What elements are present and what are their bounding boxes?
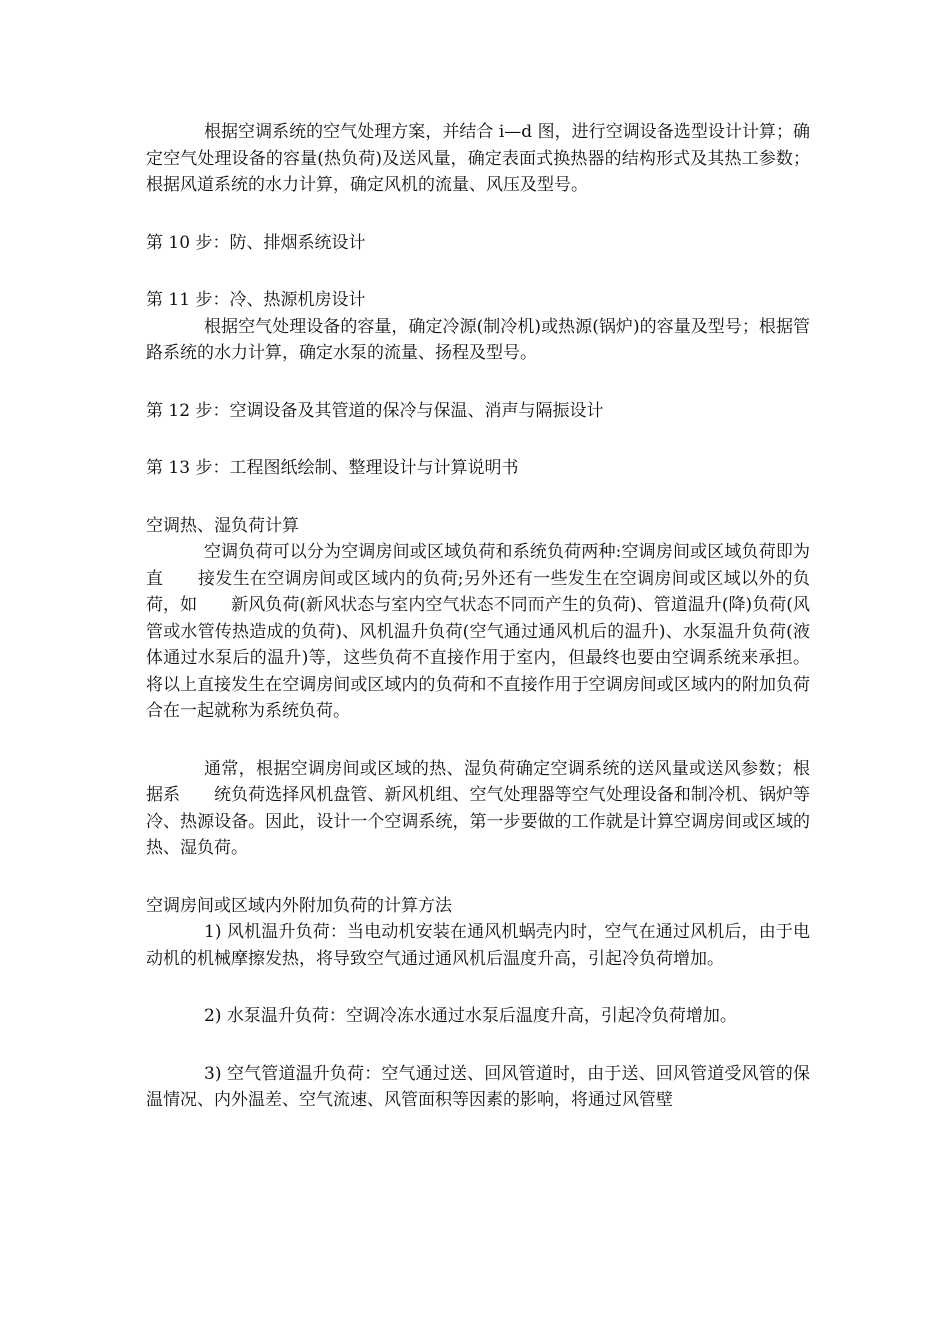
list-item-duct-load: 3) 空气管道温升负荷：空气通过送、回风管道时，由于送、回风管道受风管的保温情况、内外温差、空气流速、风管面积等因素的影响，将通过风管壁	[146, 1063, 810, 1110]
list-item-fan-load: 1) 风机温升负荷：当电动机安装在通风机蜗壳内时，空气在通过风机后，由于电动机的机械摩擦发热，将导致空气通过通风机后温度升高，引起冷负荷增加。	[146, 922, 810, 969]
step-11-heading: 第 11 步：冷、热源机房设计	[146, 290, 366, 310]
section-heading-load-calculation: 空调热、湿负荷计算	[146, 515, 299, 536]
paragraph-load-definition: 空调负荷可以分为空调房间或区域负荷和系统负荷两种:空调房间或区域负荷即为直 接发生在空调房间或区域内的负荷;另外还有一些发生在空调房间或区域以外的负荷，如 新风负荷(新风状态与室内空气状态不同而产生的负荷)、管道温升(降)负荷(风管或水管传热造成的负荷)、风机温升负荷(空气通过通风机后的温升)、水泵温升负荷(液体通过水泵后的温升)等，这些负荷不直接作用于室内，但最终也要由空调系统来承担。将以上直接发生在空调房间或区域内的负荷和不直接作用于空调房间或区域内的附加负荷合在一起就称为系统负荷。	[146, 542, 810, 721]
document-body	[146, 119, 810, 1114]
step-12-heading: 第 12 步：空调设备及其管道的保冷与保温、消声与隔振设计	[146, 400, 604, 421]
section-heading-additional-load: 空调房间或区域内外附加负荷的计算方法	[146, 895, 452, 916]
list-item-pump-load: 2) 水泵温升负荷：空调冷冻水通过水泵后温度升高，引起冷负荷增加。	[204, 1006, 737, 1026]
step-13-heading: 第 13 步：工程图纸绘制、整理设计与计算说明书	[146, 458, 519, 478]
paragraph-equipment-selection: 根据空调系统的空气处理方案，并结合 i—d 图，进行空调设备选型设计计算；确定空气处理设备的容量(热负荷)及送风量，确定表面式换热器的结构形式及其热工参数；根据风道系统的水力计算，确定风机的流量、风压及型号。	[146, 122, 810, 195]
paragraph-load-usage: 通常，根据空调房间或区域的热、湿负荷确定空调系统的送风量或送风参数；根据系 统负荷选择风机盘管、新风机组、空气处理器等空气处理设备和制冷机、锅炉等冷、热源设备。因此，设计一个空调系统，第一步要做的工作就是计算空调房间或区域的热、湿负荷。	[146, 758, 810, 858]
step-10-heading: 第 10 步：防、排烟系统设计	[146, 232, 366, 253]
paragraph-plant-room: 根据空气处理设备的容量，确定冷源(制冷机)或热源(锅炉)的容量及型号；根据管路系统的水力计算，确定水泵的流量、扬程及型号。	[146, 316, 810, 363]
